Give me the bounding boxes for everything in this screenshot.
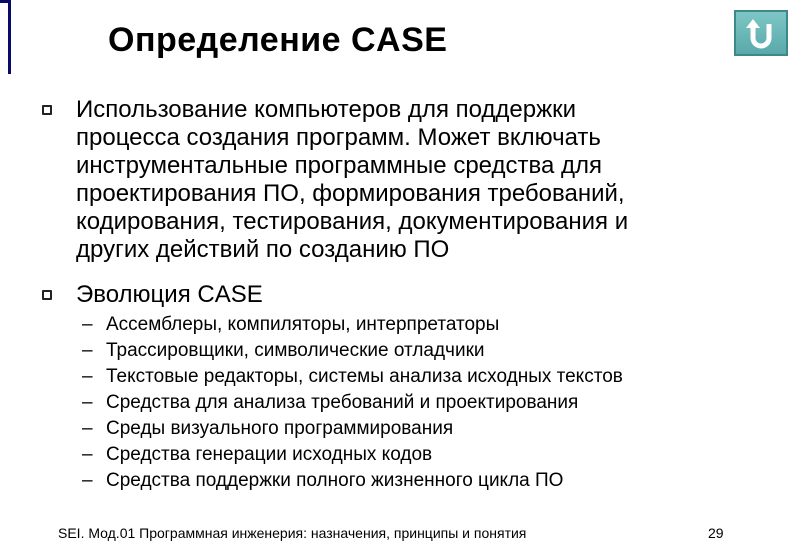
list-item-text: Ассемблеры, компиляторы, интерпретаторы [106,314,500,335]
list-item [82,390,782,416]
return-button[interactable] [734,10,788,56]
dash-bullet: – [82,418,93,439]
dash-bullet: – [82,392,93,413]
checkbox-bullet-icon [42,105,52,115]
bullet-text: Использование компьютеров для поддержки процесса создания программ. Может включать инструментальные программные средства для проектирования ПО, формирования требований, кодирования, тестирования, документирования и других действий по созданию ПО [76,96,629,263]
list-item-text: Средства генерации исходных кодов [106,444,433,465]
bullet-evolution [42,281,792,311]
dash-bullet: – [82,366,93,387]
list-item-text: Средства поддержки полного жизненного цикла ПО [106,470,564,491]
bullet-text: Эволюция CASE [76,281,263,308]
slide-footer: SEI. Мод.01 Программная инженерия: назначения, принципы и понятия [58,525,527,541]
bullet-definition [42,96,792,266]
list-item [82,442,782,468]
checkbox-bullet-icon [42,290,52,300]
title-rule [0,0,11,74]
u-turn-arrow-icon [744,16,778,50]
list-item-text: Средства для анализа требований и проектирования [106,392,579,413]
list-item-text: Текстовые редакторы, системы анализа исходных текстов [106,366,623,387]
list-item-text: Среды визуального программирования [106,418,454,439]
dash-bullet: – [82,314,93,335]
list-item [82,312,782,338]
dash-bullet: – [82,470,93,491]
list-item-text: Трассировщики, символические отладчики [106,340,485,361]
list-item [82,338,782,364]
page-number: 29 [708,525,724,541]
dash-bullet: – [82,444,93,465]
list-item [82,416,782,442]
slide-title: Определение CASE [108,21,448,59]
list-item [82,364,782,390]
evolution-sublist [82,312,782,494]
list-item [82,468,782,494]
dash-bullet: – [82,340,93,361]
